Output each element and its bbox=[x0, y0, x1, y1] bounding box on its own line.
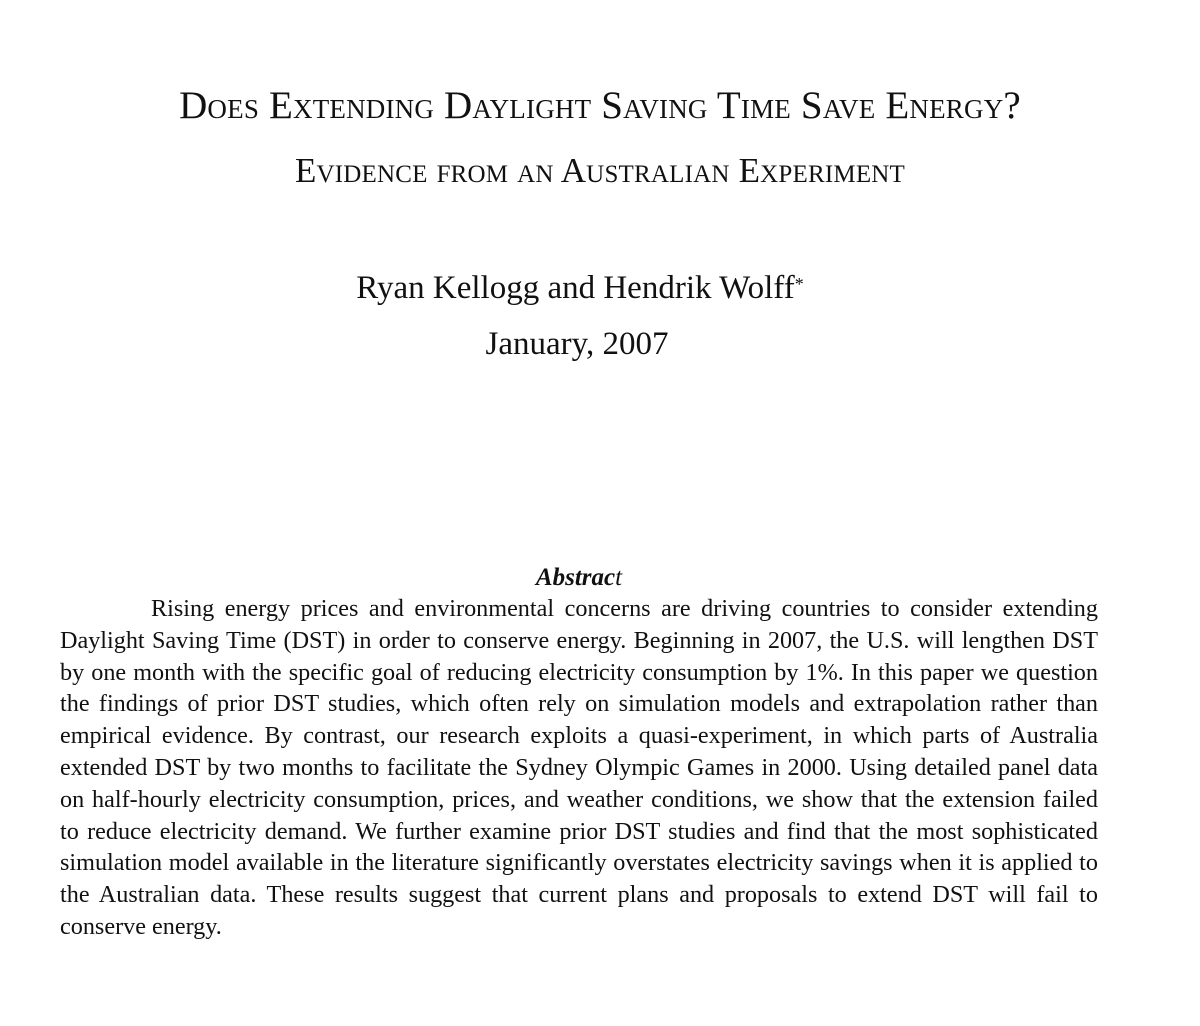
paper-title-line-2: Evidence from an Australian Experiment bbox=[294, 151, 906, 190]
publication-date: January, 2007 bbox=[485, 326, 669, 362]
abstract-heading-tail: t bbox=[615, 564, 623, 591]
abstract-body: Rising energy prices and environmental concerns are driving countries to consider extending Daylight Saving Time (DST) in order to conserve energy. Beginning in 2007, the U.S. will lengthen DST by one month with the specific goal of reducing electricity consumption by 1%. In this paper we question the findings of prior DST studies, which often rely on simulation models and extrapolation rather than empirical evidence. By contrast, our research exploits a quasi-experiment, in which parts of Australia extended DST by two months to facilitate the Sydney Olympic Games in 2000. Using detailed panel data on half-hourly electricity consumption, prices, and weather conditions, we show that the extension failed to reduce electricity demand. We further examine prior DST studies and find that the most sophisticated simulation model available in the literature significantly overstates electricity savings when it is applied to the Australian data. These results suggest that current plans and proposals to extend DST will fail to conserve energy. bbox=[60, 595, 1098, 940]
author-names: Ryan Kellogg and Hendrik Wolff bbox=[356, 270, 795, 306]
authors bbox=[0, 264, 1160, 312]
author-footnote-mark: * bbox=[794, 274, 804, 294]
abstract-heading bbox=[0, 560, 1158, 596]
abstract-heading-main: Abstrac bbox=[535, 564, 616, 591]
paper-title-line-1: Does Extending Daylight Saving Time Save Energy? bbox=[179, 84, 1021, 127]
